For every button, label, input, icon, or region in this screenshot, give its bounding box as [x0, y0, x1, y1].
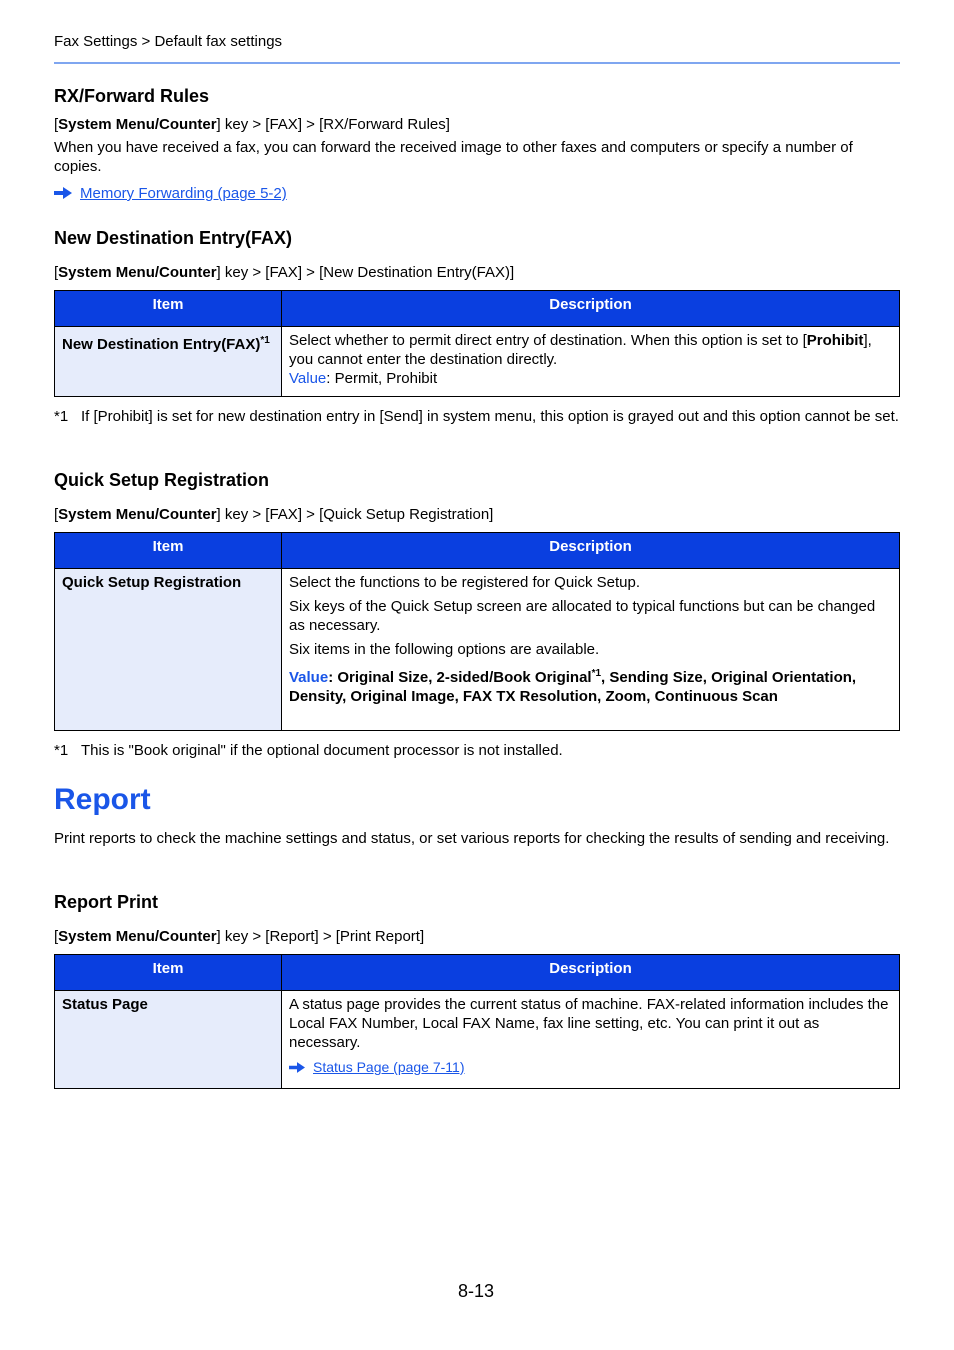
quick-setup-table — [54, 532, 900, 731]
column-header-description: Description — [282, 955, 900, 991]
column-header-item: Item — [55, 533, 282, 569]
table-row — [55, 991, 900, 1089]
report-print-menu-path: [System Menu/Counter] key > [Report] > [Print Report] — [54, 928, 425, 945]
rx-forward-link-row — [54, 184, 900, 203]
column-header-item: Item — [55, 955, 282, 991]
report-print-heading: Report Print — [54, 892, 159, 912]
report-print-table — [54, 954, 900, 1089]
status-page-link-row — [289, 1058, 892, 1077]
menu-key: System Menu/Counter — [58, 264, 217, 281]
status-page-link[interactable]: Status Page (page 7-11) — [313, 1059, 465, 1075]
rx-forward-description: When you have received a fax, you can forward the received image to other faxes and computers or specify a number of copies. — [54, 139, 853, 175]
description-cell: Select the functions to be registered for Quick Setup. Six keys of the Quick Setup screen are allocated to typical functions but can be changed as necessary. Six items in the following options are available. Value: Original Size, 2-sided/Book Original$^{*1}$, Sending Size, Original Orientation, Density, Original Image, FAX TX Resolution, Zoom, Continuous Scan — [282, 569, 900, 731]
report-description: Print reports to check the machine settings and status, or set various reports for checking the results of sending and receiving. — [54, 830, 890, 847]
column-header-description: Description — [282, 533, 900, 569]
rx-forward-heading: RX/Forward Rules — [54, 86, 210, 106]
arrow-right-icon — [54, 187, 72, 199]
quick-setup-heading: Quick Setup Registration — [54, 470, 270, 490]
menu-key: System Menu/Counter — [58, 116, 217, 133]
table-row — [55, 569, 900, 731]
column-header-description: Description — [282, 291, 900, 327]
arrow-right-icon — [289, 1062, 305, 1073]
footnote: *1 If [Prohibit] is set for new destination entry in [Send] in system menu, this option is grayed out and this option cannot be set. — [54, 408, 899, 425]
section-title: Report — [54, 783, 151, 816]
footnote: *1 This is "Book original" if the optional document processor is not installed. — [54, 742, 563, 759]
page-number: 8-13 — [458, 1281, 495, 1301]
table-row — [55, 327, 900, 397]
memory-forwarding-link[interactable]: Memory Forwarding (page 5-2) — [80, 185, 287, 202]
description-cell: A status page provides the current status of machine. FAX-related information includes the Local FAX Number, Local FAX Name, fax line setting, etc. You can print it out as necessary. Status Page (page 7-11) — [282, 991, 900, 1089]
item-cell: Status Page — [55, 991, 282, 1089]
rx-forward-menu-path: [System Menu/Counter] key > [FAX] > [RX/Forward Rules] — [54, 116, 450, 133]
new-destination-menu-path: [System Menu/Counter] key > [FAX] > [New Destination Entry(FAX)] — [54, 264, 515, 281]
value-label: Value — [289, 370, 327, 387]
description-cell: Select whether to permit direct entry of destination. When this option is set to [Prohibit], you cannot enter the destination directly. Value: Permit, Prohibit — [282, 327, 900, 397]
new-destination-heading: New Destination Entry(FAX) — [54, 228, 293, 248]
breadcrumb: Fax Settings > Default fax settings — [54, 33, 283, 50]
value-label: Value — [289, 669, 329, 686]
menu-key: System Menu/Counter — [58, 928, 217, 945]
item-cell: New Destination Entry(FAX)$^{*1}$ — [55, 327, 282, 397]
header-divider — [54, 62, 900, 64]
quick-setup-menu-path: [System Menu/Counter] key > [FAX] > [Quick Setup Registration] — [54, 506, 494, 523]
item-cell: Quick Setup Registration — [55, 569, 282, 731]
column-header-item: Item — [55, 291, 282, 327]
new-destination-table — [54, 290, 900, 397]
menu-key: System Menu/Counter — [58, 506, 217, 523]
